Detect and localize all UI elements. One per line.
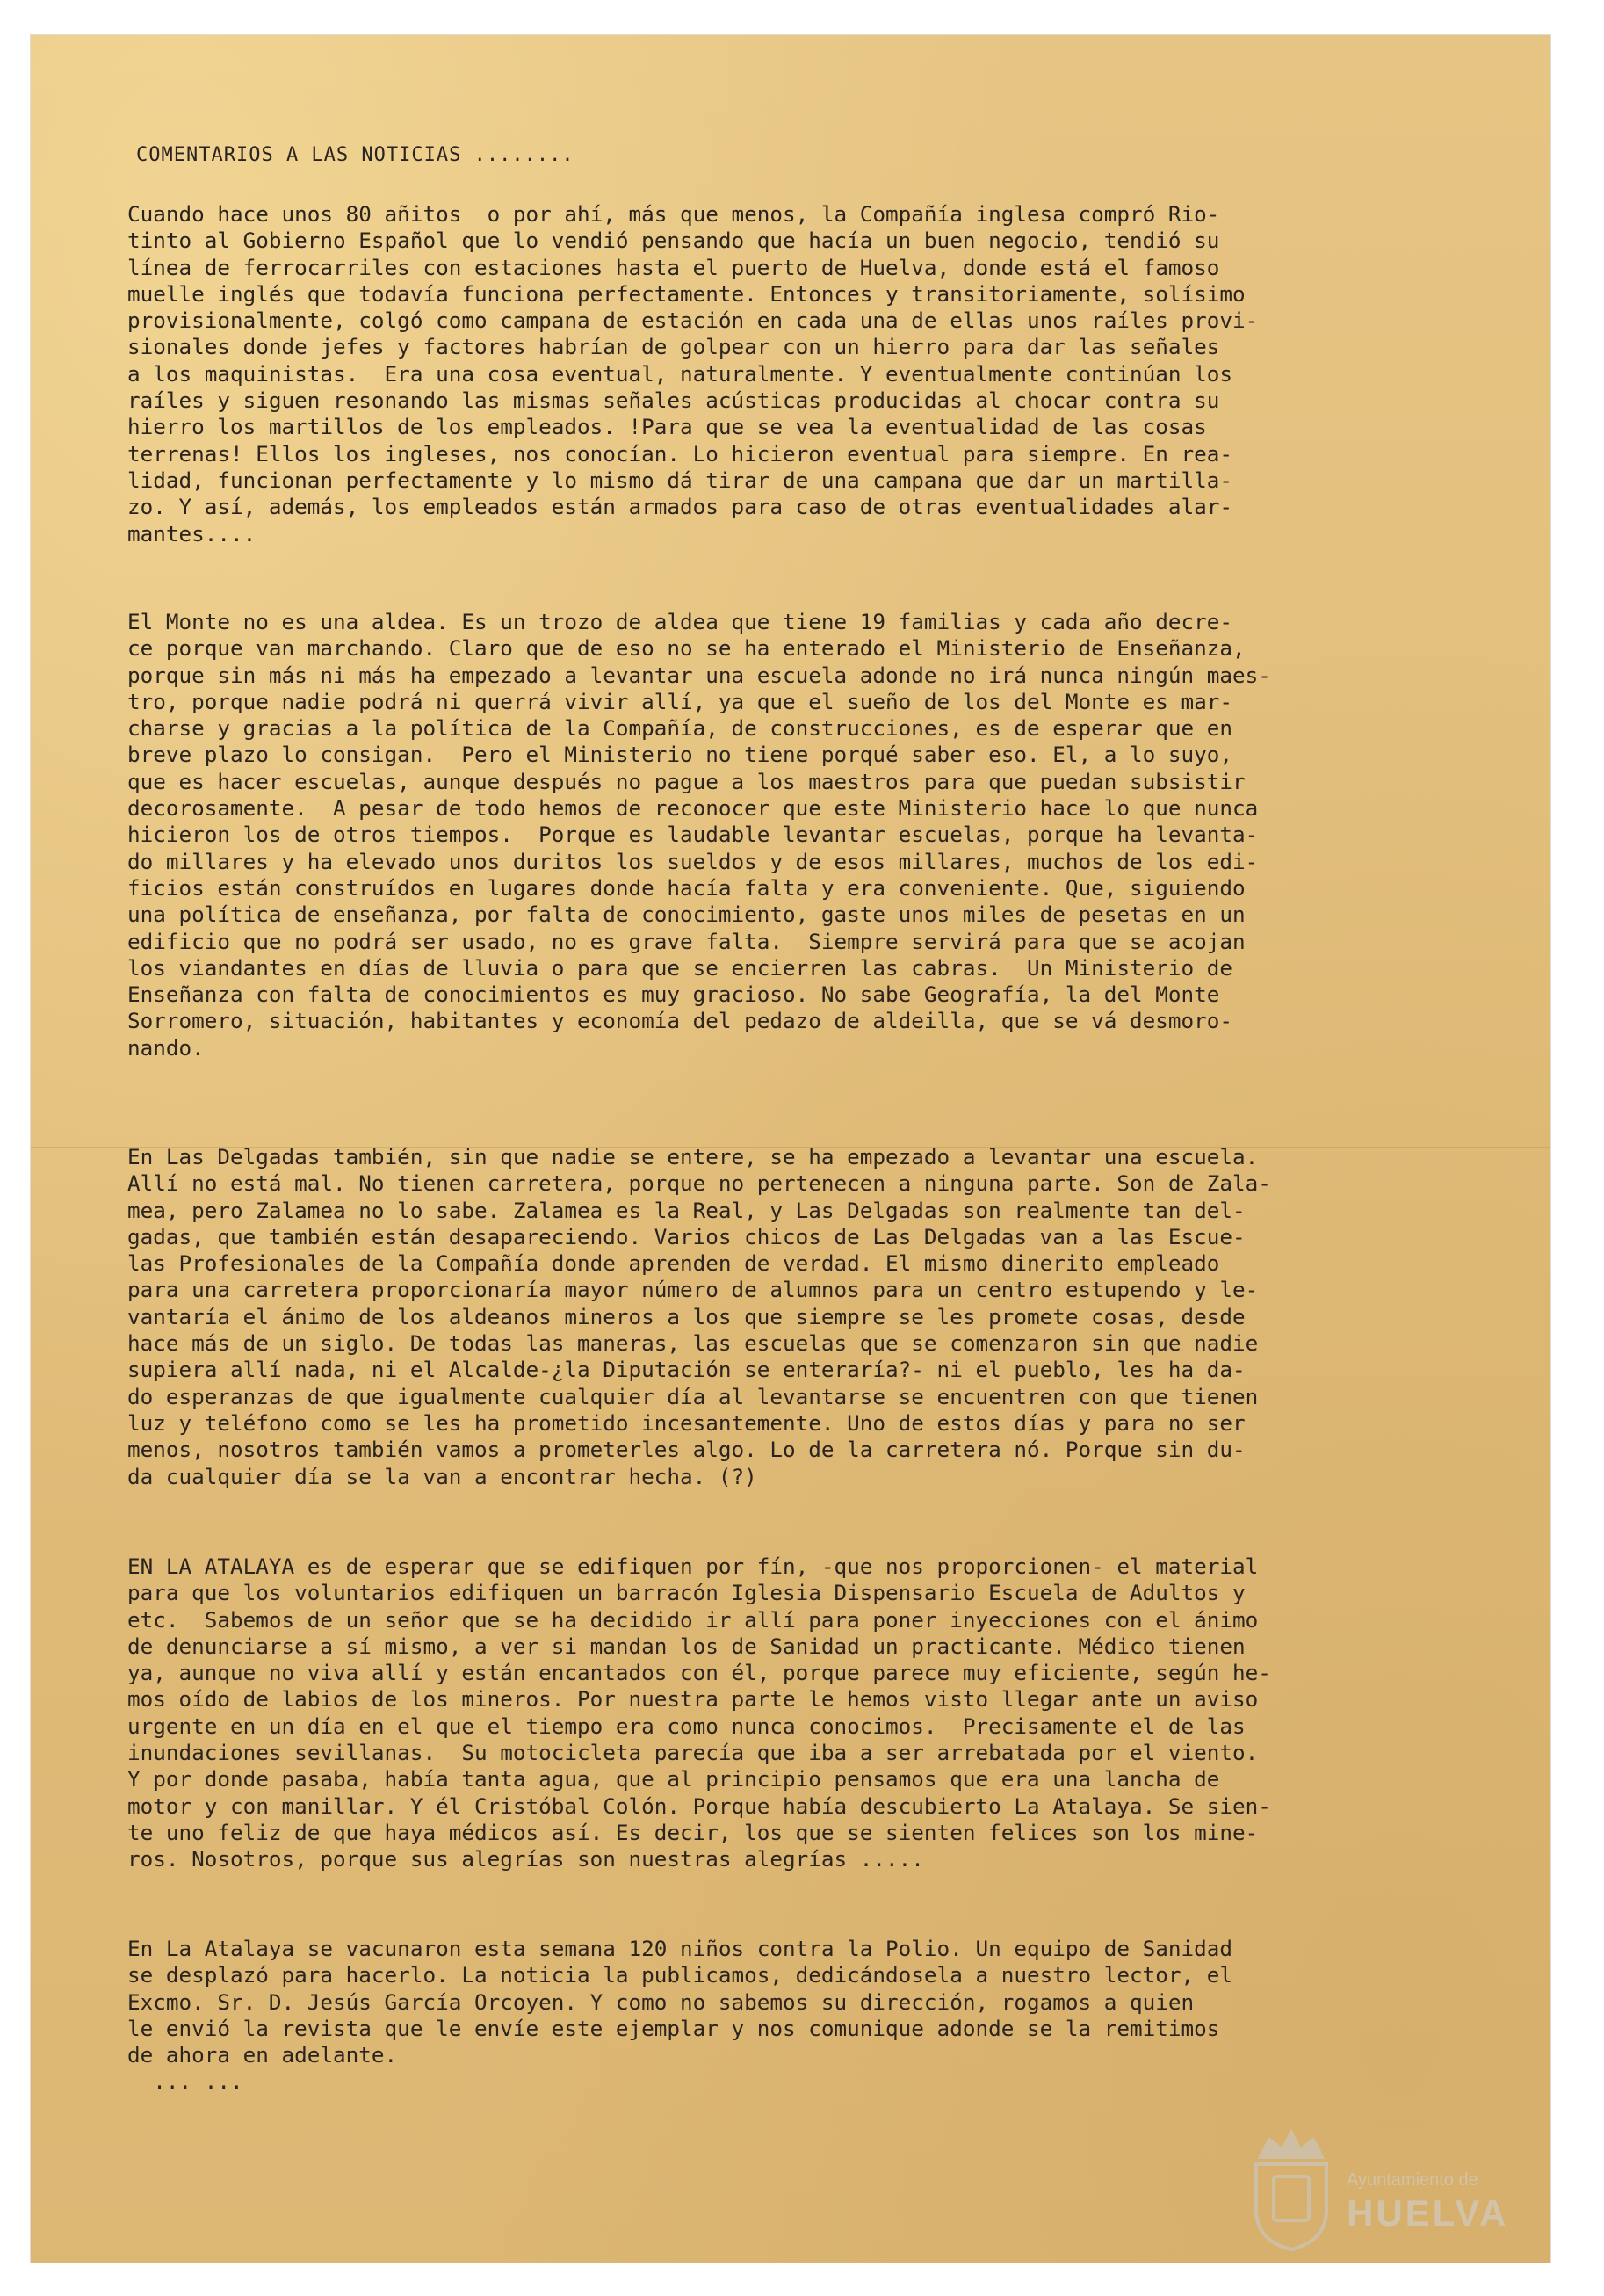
paragraph-la-atalaya: EN LA ATALAYA es de esperar que se edifiquen por fín, -que nos proporcionen- el material para que los voluntarios edifiquen un barracón Iglesia Dispensario Escuela de Adultos y etc. Sabemos de un señor que se ha decidido ir allí para poner inyecciones con el ánimo de denunciarse a sí mismo, a ver si mandan los de Sanidad un practicante. Médico tienen ya, aunque no viva allí y están encantados con él, porque parece muy eficiente, según he- mos oído de labios de los mineros. Por nuestra parte le hemos visto llegar ante un aviso urgente en un día en el que el tiempo era como nunca conocimos. Precisamente el de las inundaciones sevillanas. Su motocicleta parecía que iba a ser arrebatada por el viento. Y por donde pasaba, había tanta agua, que al principio pensamos que era una lancha de motor y con manillar. Y él Cristóbal Colón. Porque había descubierto La Atalaya. Se sien- te uno feliz de que haya médicos así. Es decir, los que se sienten felices son los mine- ros. Nosotros, porque sus alegrías son nuestras alegrías ..... bbox=[127, 1554, 1271, 1872]
watermark-line-1: Ayuntamiento de bbox=[1347, 2170, 1478, 2190]
paragraph-vacunacion: En La Atalaya se vacunaron esta semana 120 niños contra la Polio. Un equipo de Sanidad se desplazó para hacerlo. La noticia la publicamos, dedicándosela a nuestro lector, el Excmo. Sr. D. Jesús García Orcoyen. Y como no sabemos su dirección, rogamos a quien le envió la revista que le envíe este ejemplar y nos comunique adonde se la remitimos de ahora en adelante. ... ... bbox=[127, 1936, 1233, 2095]
paragraph-riotinto: Cuando hace unos 80 añitos o por ahí, más que menos, la Compañía inglesa compró Rio- tinto al Gobierno Español que lo vendió pensando que hacía un buen negocio, tendió su línea de ferrocarriles con estaciones hasta el puerto de Huelva, donde está el famoso muelle inglés que todavía funciona perfectamente. Entonces y transitoriamente, solísimo provisionalmente, colgó como campana de estación en cada una de ellas unos raíles provi- sionales donde jefes y factores habrían de golpear con un hierro para dar las señales a los maquinistas. Era una cosa eventual, naturalmente. Y eventualmente continúan los raíles y siguen resonando las mismas señales acústicas producidas al chocar contra su hierro los martillos de los empleados. !Para que se vea la eventualidad de las cosas terrenas! Ellos los ingleses, nos conocían. Lo hicieron eventual para siempre. En rea- lidad, funcionan perfectamente y lo mismo dá tirar de una campana que dar un martilla- zo. Y así, además, los empleados están armados para caso de otras eventualidades alar- mantes.... bbox=[127, 201, 1259, 547]
coat-of-arms-icon bbox=[1243, 2122, 1340, 2254]
paragraph-el-monte: El Monte no es una aldea. Es un trozo de aldea que tiene 19 familias y cada año decre- ce porque van marchando. Claro que de eso no se ha enterado el Ministerio de Enseñanza, porque sin más ni más ha empezado a levantar una escuela adonde no irá nunca ningún maes- tro, porque nadie podrá ni querrá vivir allí, ya que el sueño de los del Monte es mar- charse y gracias a la política de la Compañía, de construcciones, es de esperar que en breve plazo lo consigan. Pero el Ministerio no tiene porqué saber eso. El, a lo suyo, que es hacer escuelas, aunque después no pague a los maestros para que puedan subsistir decorosamente. A pesar de todo hemos de reconocer que este Ministerio hace lo que nunca hicieron los de otros tiempos. Porque es laudable levantar escuelas, porque ha levanta- do millares y ha elevado unos duritos los sueldos y de esos millares, muchos de los edi- ficios están construídos en lugares donde hacía falta y era conveniente. Que, siguiendo una política de enseñanza, por falta de conocimiento, gaste unos miles de pesetas en un edificio que no podrá ser usado, no es grave falta. Siempre servirá para que se acojan los viandantes en días de lluvia o para que se encierren las cabras. Un Ministerio de Enseñanza con falta de conocimientos es muy gracioso. No sabe Geografía, la del Monte Sorromero, situación, habitantes y economía del pedazo de aldeilla, que se vá desmoro- nando. bbox=[127, 609, 1271, 1061]
paragraph-las-delgadas: En Las Delgadas también, sin que nadie se entere, se ha empezado a levantar una escuela. Allí no está mal. No tienen carretera, porque no pertenecen a ninguna parte. Son de Zala- mea, pero Zalamea no lo sabe. Zalamea es la Real, y Las Delgadas son realmente tan del- gadas, que también están desapareciendo. Varios chicos de Las Delgadas van a las Escue- las Profesionales de la Compañía donde aprenden de verdad. El mismo dinerito empleado para una carretera proporcionaría mayor número de alumnos para un centro estupendo y le- vantaría el ánimo de los aldeanos mineros a los que siempre se les promete cosas, desde hace más de un siglo. De todas las maneras, las escuelas que se comenzaron sin que nadie supiera allí nada, ni el Alcalde-¿la Diputación se enteraría?- ni el pueblo, les ha da- do esperanzas de que igualmente cualquier día al levantarse se encuentren con que tienen luz y teléfono como se les ha prometido incesantemente. Uno de estos días y para no ser menos, nosotros también vamos a prometerles algo. Lo de la carretera nó. Porque sin du- da cualquier día se la van a encontrar hecha. (?) bbox=[127, 1144, 1271, 1489]
watermark-line-2: HUELVA bbox=[1347, 2192, 1509, 2234]
document-title: COMENTARIOS A LAS NOTICIAS ........ bbox=[136, 144, 574, 166]
watermark-seal bbox=[1243, 2122, 1533, 2263]
